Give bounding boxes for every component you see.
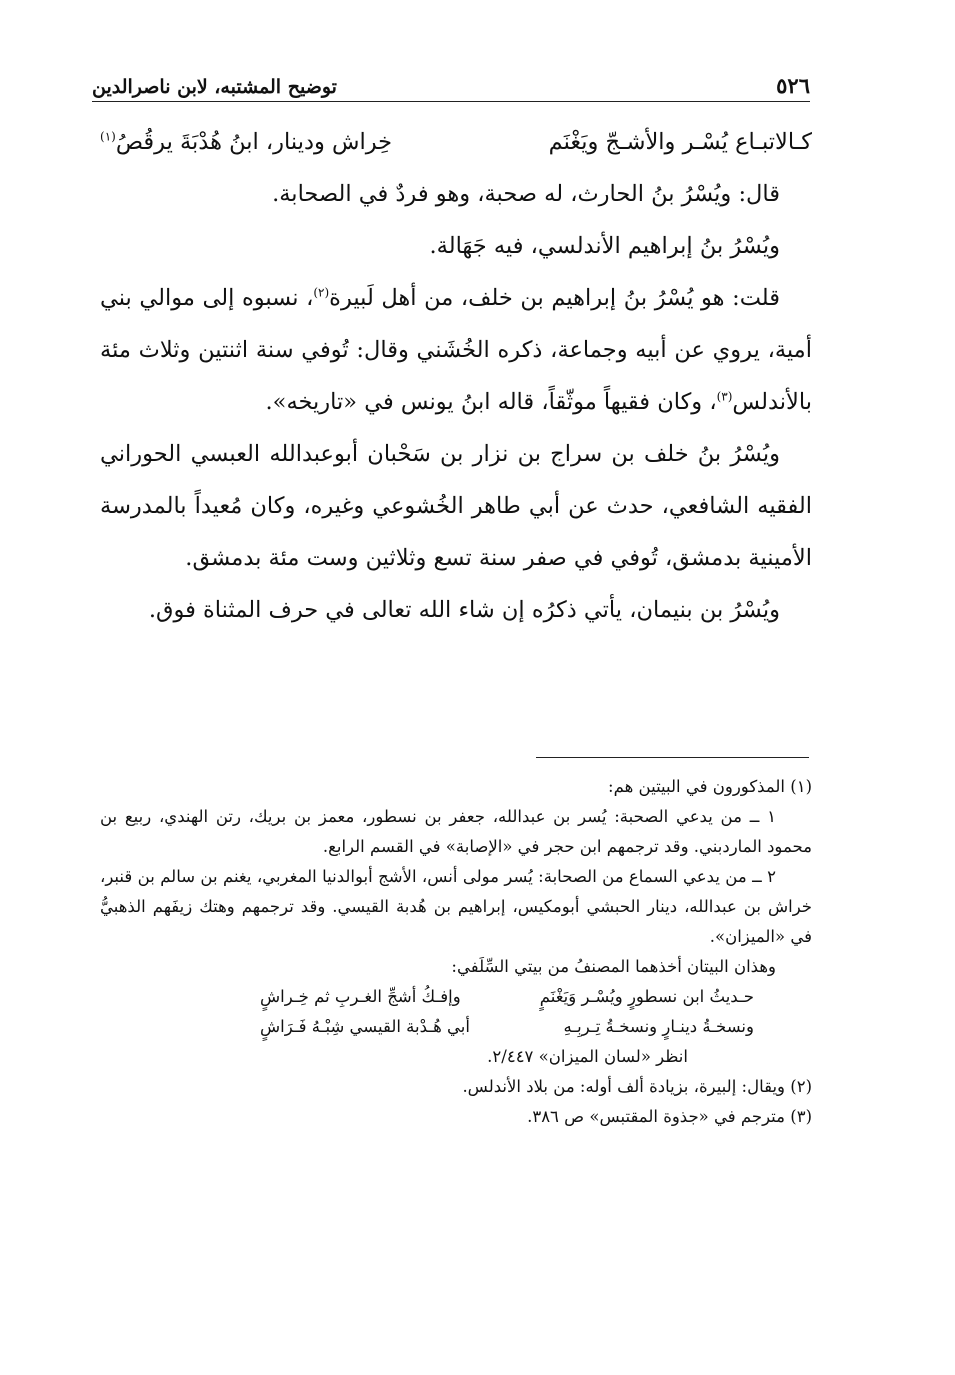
- paragraph: ويُسْرُ بن بنيمان، يأتي ذكرُه إن شاء الله تعالى في حرف المثناة فوق.: [148, 597, 780, 623]
- poem-line: [100, 1012, 812, 1042]
- poem-left-hemistich: أبي هُـدْبة القيسي شِبْـهُ فَـرَاشٍ: [260, 1017, 470, 1036]
- paragraph: ويُسْرُ بنُ إبراهيم الأندلسي، فيه جَهَالة.: [429, 233, 780, 259]
- page-header: [92, 58, 810, 98]
- footnote-3: (٣) مترجم في «جذوة المقتبس» ص ٣٨٦.: [527, 1107, 812, 1126]
- verse-line: [100, 116, 812, 168]
- footnote-mark: (١): [100, 129, 116, 144]
- footnote-2: (٢) ويقال: إلبيرة، بزيادة ألف أوله: من بلاد الأندلس.: [462, 1077, 812, 1096]
- main-text: [100, 116, 812, 636]
- footnote-mark: (٣): [716, 389, 733, 404]
- footnote-1-item-2: ٢ ــ من يدعي السماع من الصحابة: يُسر مولى أنس، الأشج أبوالدنيا المغربي، يغنم بن سالم بن قنبر، خراش بن عبدالله، دينار الحبشي أبومكيس، إبراهيم بن هُدبة القيسي. وقد ترجمهم وهتك زيفَهم الذهبيُّ في «الميزان».: [100, 867, 812, 946]
- verse-left-hemistich: خِراش ودينار، ابنُ هُدْبَةَ يرقُصُ$^{(١)}$: [100, 129, 393, 155]
- paragraph: قال: ويُسْرُ بنُ الحارث، له صحبة، وهو فردٌ في الصحابة.: [272, 181, 780, 207]
- poem-line: [100, 982, 812, 1012]
- footnote-rule: [536, 757, 809, 758]
- paragraph: قلت: هو يُسْرُ بنُ إبراهيم بن خلف، من أهل لَبيرة$^{(٢)}$، نسبوه إلى موالي بني أمية، يروي عن أبيه وجماعة، ذكره الخُشَني وقال: تُوفي سنة اثنتين وثلاث مئة بالأندلس$^{(٣)}$، وكان فقيهاً موثّقاً، قاله ابنُ يونس في «تاريخه».: [100, 285, 812, 415]
- verse-right-hemistich: كـالاتبـاع يُسْـر والأشـجّ ويَغْنَم: [548, 129, 812, 155]
- running-title: توضيح المشتبه، لابن ناصرالدين: [92, 76, 337, 98]
- footnote-1-poem-intro: وهذان البيتان أخذهما المصنفُ من بيتي السِّلَفي:: [451, 957, 776, 976]
- footnote-1-reference: انظر «لسان الميزان» ٢/٤٤٧.: [487, 1047, 688, 1066]
- poem-right-hemistich: حـديثُ ابن نسطورٍ ويُسْـر وَيَغْنَمٍ: [539, 987, 754, 1006]
- footnote-1-intro: (١) المذكورون في البيتين هم:: [608, 777, 812, 796]
- footnote-1-item-1: ١ ــ من يدعي الصحبة: يُسر بن عبدالله، جعفر بن نسطور، معمز بن بريك، رتن الهندي، ربيع بن محمود الماردبني. وقد ترجمهم ابن حجر في «الإصابة» في القسم الرابع.: [100, 807, 812, 856]
- page-number: ٥٢٦: [776, 73, 810, 98]
- footnotes: [100, 772, 812, 1132]
- paragraph: ويُسْرُ بنُ خلف بن سراج بن نزار بن سَحْبان أبوعبدالله العبسي الحوراني الفقيه الشافعي، حدث عن أبي طاهر الخُشوعي وغيره، وكان مُعيداً بالمدرسة الأمينية بدمشق، تُوفي في صفر سنة تسع وثلاثين وست مئة بدمشق.: [100, 441, 812, 571]
- poem-right-hemistich: ونسخـةُ دينـارٍ ونسخـةُ تِـربِـهِ: [563, 1017, 754, 1036]
- footnote-mark: (٢): [313, 285, 330, 300]
- header-rule: [92, 101, 810, 102]
- poem-left-hemistich: وإفـكُ أشجِّ الغـربِ ثم خِـراشٍ: [260, 987, 461, 1006]
